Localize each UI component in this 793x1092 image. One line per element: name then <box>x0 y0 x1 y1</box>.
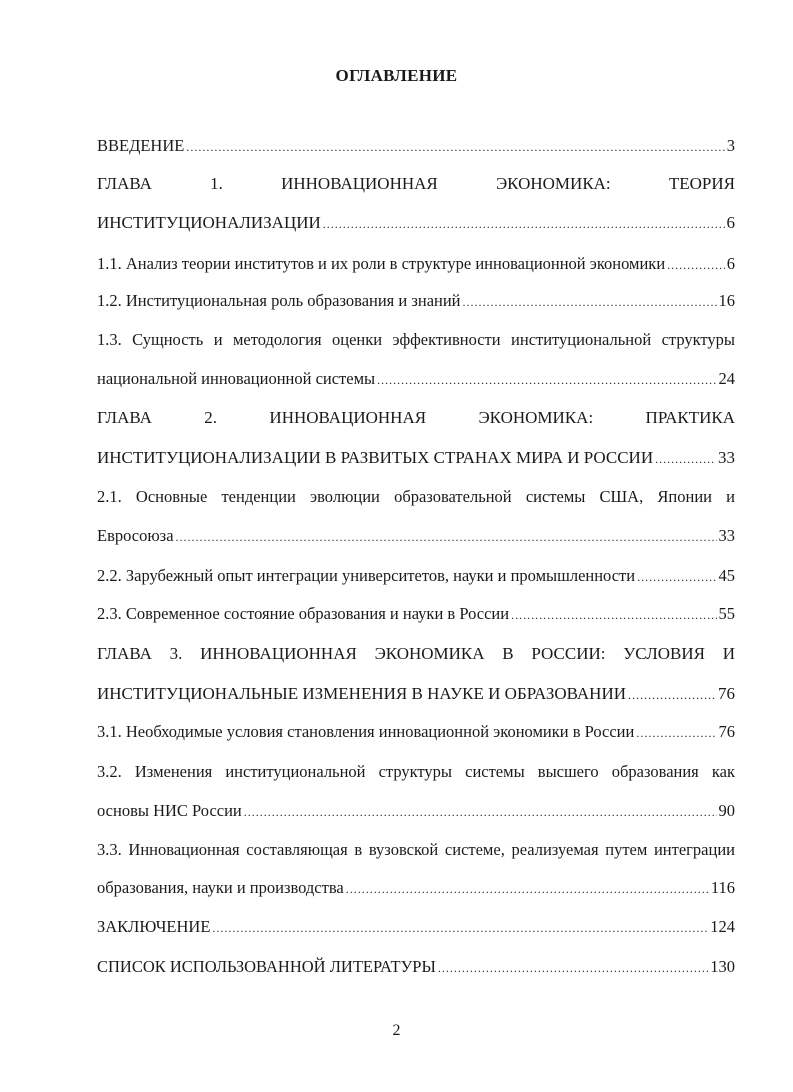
toc-entry-text: основы НИС России <box>97 801 242 820</box>
toc-entry-intro[interactable] <box>97 134 735 158</box>
toc-entry-2-3[interactable] <box>97 602 735 626</box>
dot-leader <box>463 290 717 314</box>
toc-entry-page: 45 <box>718 566 735 585</box>
toc-entry-page: 116 <box>710 878 735 897</box>
toc-chapter-1-heading-cont[interactable] <box>97 211 735 235</box>
dot-leader <box>176 525 717 549</box>
toc-entry-text: национальной инновационной системы <box>97 369 376 388</box>
toc-entry-2-1[interactable]: 2.1. Основные тенденции эволюции образовательной системы США, Японии и <box>97 487 735 506</box>
toc-entry-conclusion[interactable] <box>97 915 735 939</box>
toc-entry-page: 76 <box>718 722 735 741</box>
toc-entry-page: 76 <box>718 684 735 703</box>
toc-entry-text: 2.2. Зарубежный опыт интеграции университетов, науки и промышленности <box>97 566 636 585</box>
toc-chapter-2-heading-cont[interactable] <box>97 446 735 470</box>
dot-leader <box>346 877 709 901</box>
toc-entry-text: 1.2. Институциональная роль образования и знаний <box>97 291 461 310</box>
toc-entry-page: 33 <box>718 448 735 467</box>
toc-entry-2-1-cont[interactable] <box>97 524 735 548</box>
toc-entry-text: ИНСТИТУЦИОНАЛЬНЫЕ ИЗМЕНЕНИЯ В НАУКЕ И ОБРАЗОВАНИИ <box>97 684 627 703</box>
toc-entry-page: 16 <box>718 291 735 310</box>
page-number: 2 <box>392 1022 401 1039</box>
toc-chapter-1-heading[interactable]: ГЛАВА 1. ИННОВАЦИОННАЯ ЭКОНОМИКА: ТЕОРИЯ <box>97 174 735 193</box>
toc-entry-1-2[interactable] <box>97 289 735 313</box>
toc-entry-text: ИНСТИТУЦИОНАЛИЗАЦИИ <box>97 213 321 232</box>
toc-entry-page: 24 <box>718 369 735 388</box>
toc-entry-page: 3 <box>726 136 735 155</box>
toc-entry-2-2[interactable] <box>97 564 735 588</box>
toc-entry-page: 33 <box>718 526 735 545</box>
toc-entry-text: 1.1. Анализ теории институтов и их роли в структуре инновационной экономики <box>97 254 666 273</box>
toc-entry-page: 124 <box>710 917 735 936</box>
toc-entry-page: 55 <box>718 604 735 623</box>
toc-entry-bibliography[interactable] <box>97 955 735 979</box>
dot-leader <box>636 721 716 745</box>
dot-leader <box>323 212 725 236</box>
toc-entry-page: 90 <box>718 801 735 820</box>
dot-leader <box>377 368 716 392</box>
toc-entry-page: 130 <box>710 957 735 976</box>
toc-entry-3-3[interactable]: 3.3. Инновационная составляющая в вузовской системе, реализуемая путем интеграции <box>97 840 735 859</box>
toc-chapter-2-heading[interactable]: ГЛАВА 2. ИННОВАЦИОННАЯ ЭКОНОМИКА: ПРАКТИКА <box>97 408 735 427</box>
dot-leader <box>212 916 708 940</box>
dot-leader <box>511 603 716 627</box>
toc-entry-1-3[interactable]: 1.3. Сущность и методология оценки эффективности институциональной структуры <box>97 330 735 349</box>
toc-title: ОГЛАВЛЕНИЕ <box>335 66 458 85</box>
toc-chapter-3-heading-cont[interactable] <box>97 682 735 706</box>
toc-entry-3-2-cont[interactable] <box>97 799 735 823</box>
toc-entry-1-1[interactable] <box>97 252 735 276</box>
toc-entry-page: 6 <box>726 213 735 232</box>
toc-entry-3-1[interactable] <box>97 720 735 744</box>
dot-leader <box>667 253 725 277</box>
dot-leader <box>628 683 716 707</box>
toc-entry-text: 2.3. Современное состояние образования и науки в России <box>97 604 510 623</box>
dot-leader <box>186 135 724 159</box>
toc-entry-3-2[interactable]: 3.2. Изменения институциональной структуры системы высшего образования как <box>97 762 735 781</box>
toc-entry-text: 3.1. Необходимые условия становления инновационной экономики в России <box>97 722 635 741</box>
toc-entry-text: ВВЕДЕНИЕ <box>97 136 185 155</box>
toc-entry-text: Евросоюза <box>97 526 174 545</box>
toc-chapter-3-heading[interactable]: ГЛАВА 3. ИННОВАЦИОННАЯ ЭКОНОМИКА В РОССИИ: УСЛОВИЯ И <box>97 644 735 663</box>
toc-entry-text: образования, науки и производства <box>97 878 344 897</box>
dot-leader <box>637 565 716 589</box>
dot-leader <box>655 447 716 471</box>
dot-leader <box>438 956 708 980</box>
dot-leader <box>244 800 717 824</box>
toc-entry-text: ЗАКЛЮЧЕНИЕ <box>97 917 211 936</box>
toc-entry-3-3-cont[interactable] <box>97 876 735 900</box>
toc-entry-page: 6 <box>726 254 735 273</box>
toc-entry-text: ИНСТИТУЦИОНАЛИЗАЦИИ В РАЗВИТЫХ СТРАНАХ МИРА И РОССИИ <box>97 448 654 467</box>
toc-entry-1-3-cont[interactable] <box>97 367 735 391</box>
toc-entry-text: СПИСОК ИСПОЛЬЗОВАННОЙ ЛИТЕРАТУРЫ <box>97 957 436 976</box>
